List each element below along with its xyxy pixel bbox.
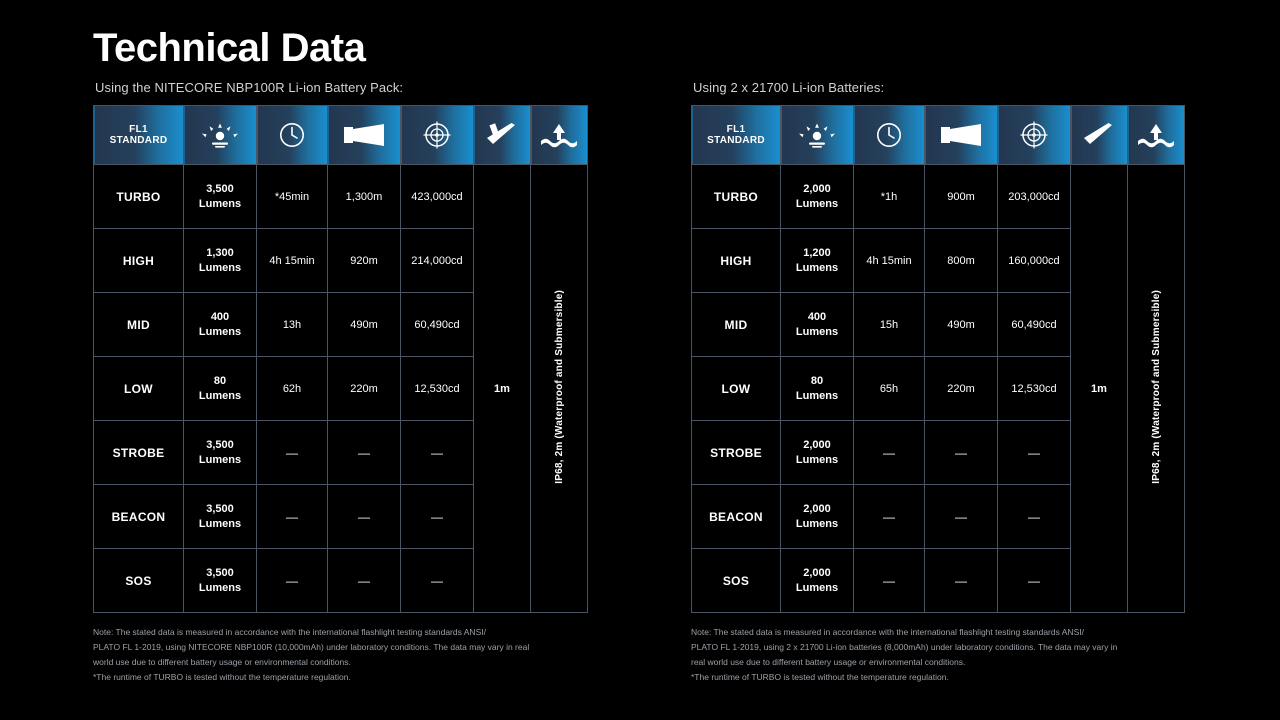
row-output-unit: Lumens	[795, 389, 839, 402]
row-distance: 1,300m	[328, 165, 401, 229]
row-output-value: 400	[210, 311, 230, 324]
row-output-unit: Lumens	[198, 517, 242, 530]
row-output	[184, 229, 257, 293]
row-runtime: 15h	[854, 293, 925, 357]
row-runtime: 62h	[257, 357, 328, 421]
impact-resistance-icon	[474, 122, 530, 148]
row-output-value: 2,000	[803, 183, 831, 196]
row-runtime: —	[854, 421, 925, 485]
table-row	[94, 165, 588, 229]
row-output-value: 2,000	[803, 503, 831, 516]
row-output-value: 3,500	[206, 439, 234, 452]
row-intensity: —	[401, 485, 474, 549]
row-output-unit: Lumens	[198, 197, 242, 210]
note-line-4: *The runtime of TURBO is tested without the temperature regulation.	[93, 671, 351, 682]
row-intensity: 214,000cd	[401, 229, 474, 293]
peak-beam-intensity-icon	[998, 120, 1070, 150]
row-distance: —	[328, 549, 401, 613]
row-output	[781, 549, 854, 613]
row-output-unit: Lumens	[795, 517, 839, 530]
column-header-output	[184, 106, 257, 165]
note-line-1: Note: The stated data is measured in accordance with the international flashlight testing standards ANSI/	[691, 627, 1084, 637]
row-output-value: 1,200	[803, 247, 831, 260]
note-line-4: *The runtime of TURBO is tested without the temperature regulation.	[691, 671, 949, 682]
technical-data-table-21700	[691, 105, 1185, 613]
row-runtime: *1h	[854, 165, 925, 229]
row-output-value: 2,000	[803, 567, 831, 580]
row-output-unit: Lumens	[795, 325, 839, 338]
row-mode: SOS	[94, 549, 184, 613]
peak-beam-intensity-icon	[401, 120, 473, 150]
row-mode: BEACON	[692, 485, 781, 549]
row-runtime: —	[854, 549, 925, 613]
row-mode: TURBO	[94, 165, 184, 229]
row-distance: 490m	[328, 293, 401, 357]
column-header-output	[781, 106, 854, 165]
row-distance: 900m	[925, 165, 998, 229]
note-line-2: PLATO FL 1-2019, using 2 x 21700 Li-ion batteries (8,000mAh) under laboratory conditions. The data may vary in	[691, 641, 1118, 652]
row-mode: HIGH	[692, 229, 781, 293]
row-distance: —	[328, 485, 401, 549]
row-intensity: —	[401, 549, 474, 613]
row-output-unit: Lumens	[198, 261, 242, 274]
row-mode: STROBE	[692, 421, 781, 485]
row-output	[184, 165, 257, 229]
row-mode: SOS	[692, 549, 781, 613]
column-header-peak-beam-intensity	[998, 106, 1071, 165]
row-intensity: —	[998, 421, 1071, 485]
column-header-impact-resistance	[474, 106, 531, 165]
table-subtitle: Using the NITECORE NBP100R Li-ion Battery Pack:	[95, 80, 404, 95]
runtime-clock-icon	[257, 120, 327, 150]
water-resistance-text: IP68, 2m (Waterproof and Submersible)	[1150, 290, 1162, 484]
row-output-unit: Lumens	[795, 453, 839, 466]
column-header-fl1-standard	[94, 106, 184, 165]
row-output-value: 3,500	[206, 183, 234, 196]
column-header-beam-distance	[925, 106, 998, 165]
row-runtime: 65h	[854, 357, 925, 421]
column-header-water-resistance	[531, 106, 588, 165]
row-output-unit: Lumens	[198, 389, 242, 402]
row-mode: LOW	[94, 357, 184, 421]
row-distance: —	[328, 421, 401, 485]
table-panel-21700	[691, 80, 1185, 685]
row-output-value: 2,000	[803, 439, 831, 452]
row-output-value: 3,500	[206, 503, 234, 516]
fl1-line2: STANDARD	[109, 135, 168, 146]
column-header-beam-distance	[328, 106, 401, 165]
column-header-water-resistance	[1128, 106, 1185, 165]
table-panel-nbp100r	[93, 80, 588, 685]
row-mode: TURBO	[692, 165, 781, 229]
column-header-runtime	[854, 106, 925, 165]
row-output	[781, 485, 854, 549]
row-output-value: 80	[213, 375, 227, 388]
row-intensity: —	[998, 485, 1071, 549]
row-output-unit: Lumens	[795, 261, 839, 274]
water-resistance-icon	[531, 122, 587, 148]
water-resistance-icon	[1128, 122, 1184, 148]
row-output-unit: Lumens	[198, 325, 242, 338]
row-output	[184, 485, 257, 549]
fl1-line1: FL1	[129, 123, 148, 135]
water-resistance-text: IP68, 2m (Waterproof and Submersible)	[553, 290, 565, 484]
beam-distance-icon	[925, 123, 997, 147]
note-line-3: real world use due to different battery usage or environmental conditions.	[691, 656, 966, 667]
note-line-2: PLATO FL 1-2019, using NITECORE NBP100R (10,000mAh) under laboratory conditions. The data may vary in real	[93, 641, 530, 652]
row-output	[184, 549, 257, 613]
row-intensity: —	[998, 549, 1071, 613]
table-subtitle: Using 2 x 21700 Li-ion Batteries:	[693, 80, 885, 95]
row-output	[184, 293, 257, 357]
row-intensity: 60,490cd	[998, 293, 1071, 357]
table-header-row	[692, 106, 1185, 165]
row-intensity: 203,000cd	[998, 165, 1071, 229]
row-distance: 220m	[925, 357, 998, 421]
row-output-value: 3,500	[206, 567, 234, 580]
column-header-runtime	[257, 106, 328, 165]
water-resistance-value	[531, 165, 588, 613]
row-mode: MID	[94, 293, 184, 357]
fl1-line1: FL1	[726, 123, 746, 135]
page-title: Technical Data	[93, 26, 366, 70]
row-runtime: *45min	[257, 165, 328, 229]
fl1-line2: STANDARD	[707, 135, 765, 146]
water-resistance-value	[1128, 165, 1185, 613]
row-mode: STROBE	[94, 421, 184, 485]
technical-data-table-nbp100r	[93, 105, 588, 613]
row-mode: BEACON	[94, 485, 184, 549]
table-note	[691, 625, 1185, 685]
table-note	[93, 625, 588, 685]
row-output-unit: Lumens	[198, 581, 242, 594]
row-distance: 800m	[925, 229, 998, 293]
column-header-peak-beam-intensity	[401, 106, 474, 165]
row-intensity: 12,530cd	[401, 357, 474, 421]
row-runtime: 4h 15min	[257, 229, 328, 293]
impact-resistance-value: 1m	[1071, 165, 1128, 613]
row-intensity: 160,000cd	[998, 229, 1071, 293]
row-output	[184, 357, 257, 421]
row-output	[781, 293, 854, 357]
row-runtime: 4h 15min	[854, 229, 925, 293]
row-mode: HIGH	[94, 229, 184, 293]
row-runtime: —	[257, 485, 328, 549]
table-row	[692, 165, 1185, 229]
row-output-value: 1,300	[206, 247, 234, 260]
row-runtime: —	[257, 549, 328, 613]
runtime-clock-icon	[854, 120, 924, 150]
row-output	[781, 165, 854, 229]
output-burst-icon	[781, 122, 853, 148]
column-header-fl1-standard	[692, 106, 781, 165]
row-distance: 220m	[328, 357, 401, 421]
row-output	[781, 357, 854, 421]
row-runtime: —	[257, 421, 328, 485]
beam-distance-icon	[328, 123, 400, 147]
row-intensity: —	[401, 421, 474, 485]
row-output	[184, 421, 257, 485]
impact-resistance-icon	[1071, 122, 1127, 148]
row-distance: 490m	[925, 293, 998, 357]
note-line-3: world use due to different battery usage or environmental conditions.	[93, 656, 351, 667]
output-burst-icon	[184, 122, 256, 148]
row-output	[781, 229, 854, 293]
note-line-1: Note: The stated data is measured in accordance with the international flashlight testing standards ANSI/	[93, 627, 486, 637]
row-output-unit: Lumens	[795, 197, 839, 210]
row-output-unit: Lumens	[795, 581, 839, 594]
table-header-row	[94, 106, 588, 165]
row-intensity: 423,000cd	[401, 165, 474, 229]
row-runtime: —	[854, 485, 925, 549]
row-distance: 920m	[328, 229, 401, 293]
row-distance: —	[925, 485, 998, 549]
row-output-value: 400	[807, 311, 827, 324]
row-output	[781, 421, 854, 485]
row-intensity: 60,490cd	[401, 293, 474, 357]
impact-resistance-value: 1m	[474, 165, 531, 613]
row-runtime: 13h	[257, 293, 328, 357]
row-mode: LOW	[692, 357, 781, 421]
row-distance: —	[925, 549, 998, 613]
row-distance: —	[925, 421, 998, 485]
row-mode: MID	[692, 293, 781, 357]
row-output-unit: Lumens	[198, 453, 242, 466]
row-output-value: 80	[810, 375, 824, 388]
column-header-impact-resistance	[1071, 106, 1128, 165]
row-intensity: 12,530cd	[998, 357, 1071, 421]
